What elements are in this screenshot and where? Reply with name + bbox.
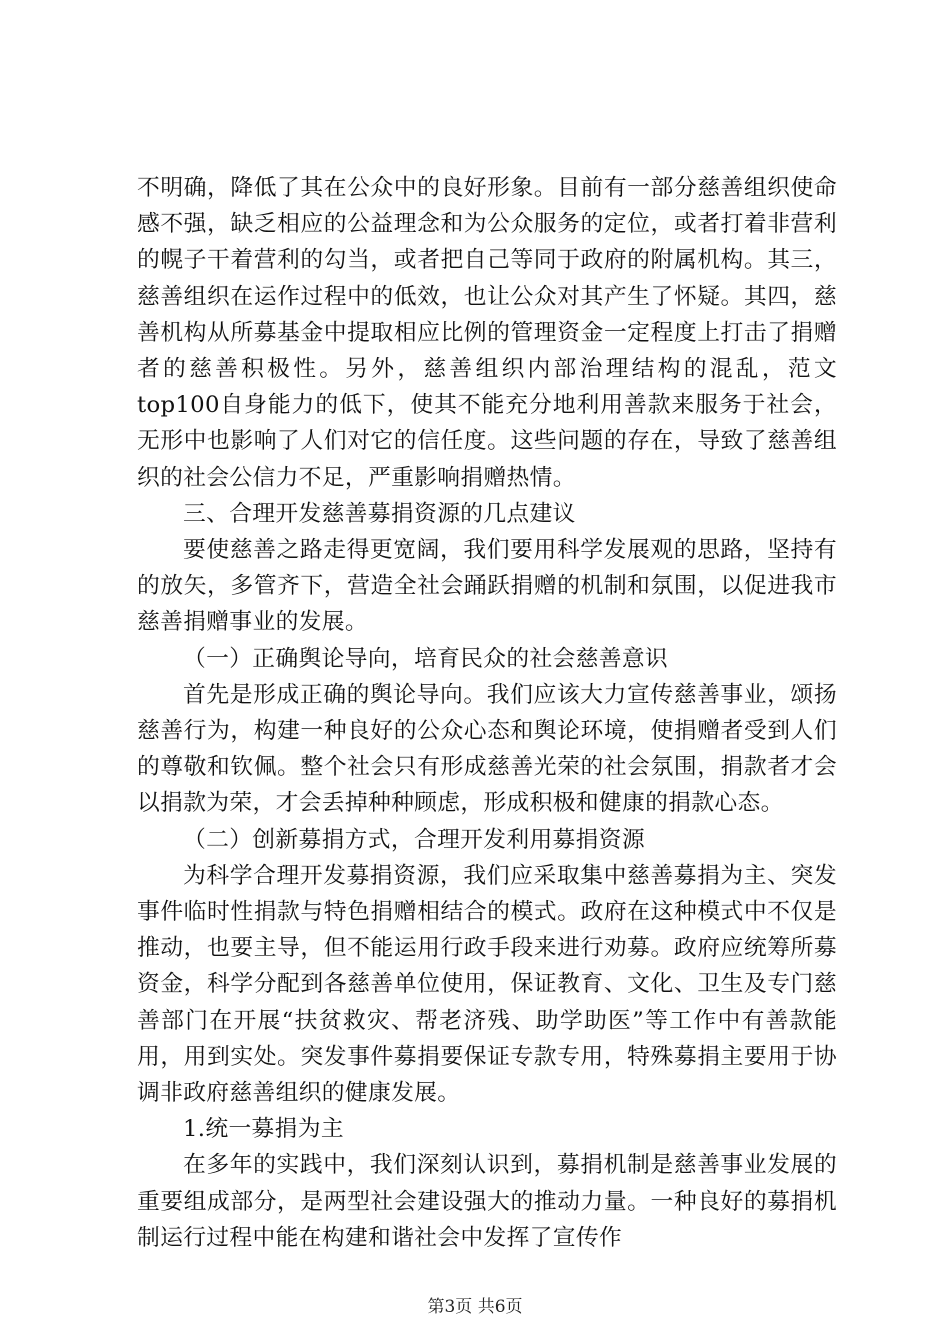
subheading-two: （二）创新募捐方式，合理开发利用募捐资源 — [183, 826, 645, 853]
subheading-numbered-one: 1.统一募捐为主 — [183, 1116, 344, 1143]
subheading-one: （一）正确舆论导向，培育民众的社会慈善意识 — [183, 645, 669, 672]
paragraph-intro: 要使慈善之路走得更宽阔，我们要用科学发展观的思路，坚持有的放矢，多管齐下，营造全社会踊跃捐赠的机制和氛围，以促进我市慈善捐赠事业的发展。 — [137, 537, 837, 636]
paragraph-continued: 不明确，降低了其在公众中的良好形象。目前有一部分慈善组织使命感不强，缺乏相应的公益理念和为公众服务的定位，或者打着非营利的幌子干着营利的勾当，或者把自己等同于政府的附属机构。其三，慈善组织在运作过程中的低效，也让公众对其产生了怀疑。其四，慈善机构从所募基金中提取相应比例的管理资金一定程度上打击了捐赠者的慈善积极性。另外，慈善组织内部治理结构的混乱，范文top100自身能力的低下，使其不能充分地利用善款来服务于社会，无形中也影响了人们对它的信任度。这些问题的存在，导致了慈善组织的社会公信力不足，严重影响捐赠热情。 — [137, 175, 837, 491]
paragraph-fundraising-model: 为科学合理开发募捐资源，我们应采取集中慈善募捐为主、突发事件临时性捐款与特色捐赠相结合的模式。政府在这种模式中不仅是推动，也要主导，但不能运用行政手段来进行劝募。政府应统筹所募资金，科学分配到各慈善单位使用，保证教育、文化、卫生及专门慈善部门在开展“扶贫救灾、帮老济残、助学助医”等工作中有善款能用，用到实处。突发事件募捐要保证专款专用，特殊募捐主要用于协调非政府慈善组织的健康发展。 — [137, 862, 837, 1107]
section-heading-three: 三、合理开发慈善募捐资源的几点建议 — [183, 500, 576, 527]
paragraph-public-opinion: 首先是形成正确的舆论导向。我们应该大力宣传慈善事业，颂扬慈善行为，构建一种良好的公众心态和舆论环境，使捐赠者受到人们的尊敬和钦佩。整个社会只有形成慈善光荣的社会氛围，捐款者才会以捐款为荣，才会丢掉种种顾虑，形成积极和健康的捐款心态。 — [137, 681, 837, 817]
document-body — [137, 170, 837, 1256]
page-number-footer: 第3页 共6页 — [427, 1297, 523, 1317]
paragraph-practice: 在多年的实践中，我们深刻认识到，募捐机制是慈善事业发展的重要组成部分，是两型社会建设强大的推动力量。一种良好的募捐机制运行过程中能在构建和谐社会中发挥了宣传作 — [137, 1152, 837, 1251]
